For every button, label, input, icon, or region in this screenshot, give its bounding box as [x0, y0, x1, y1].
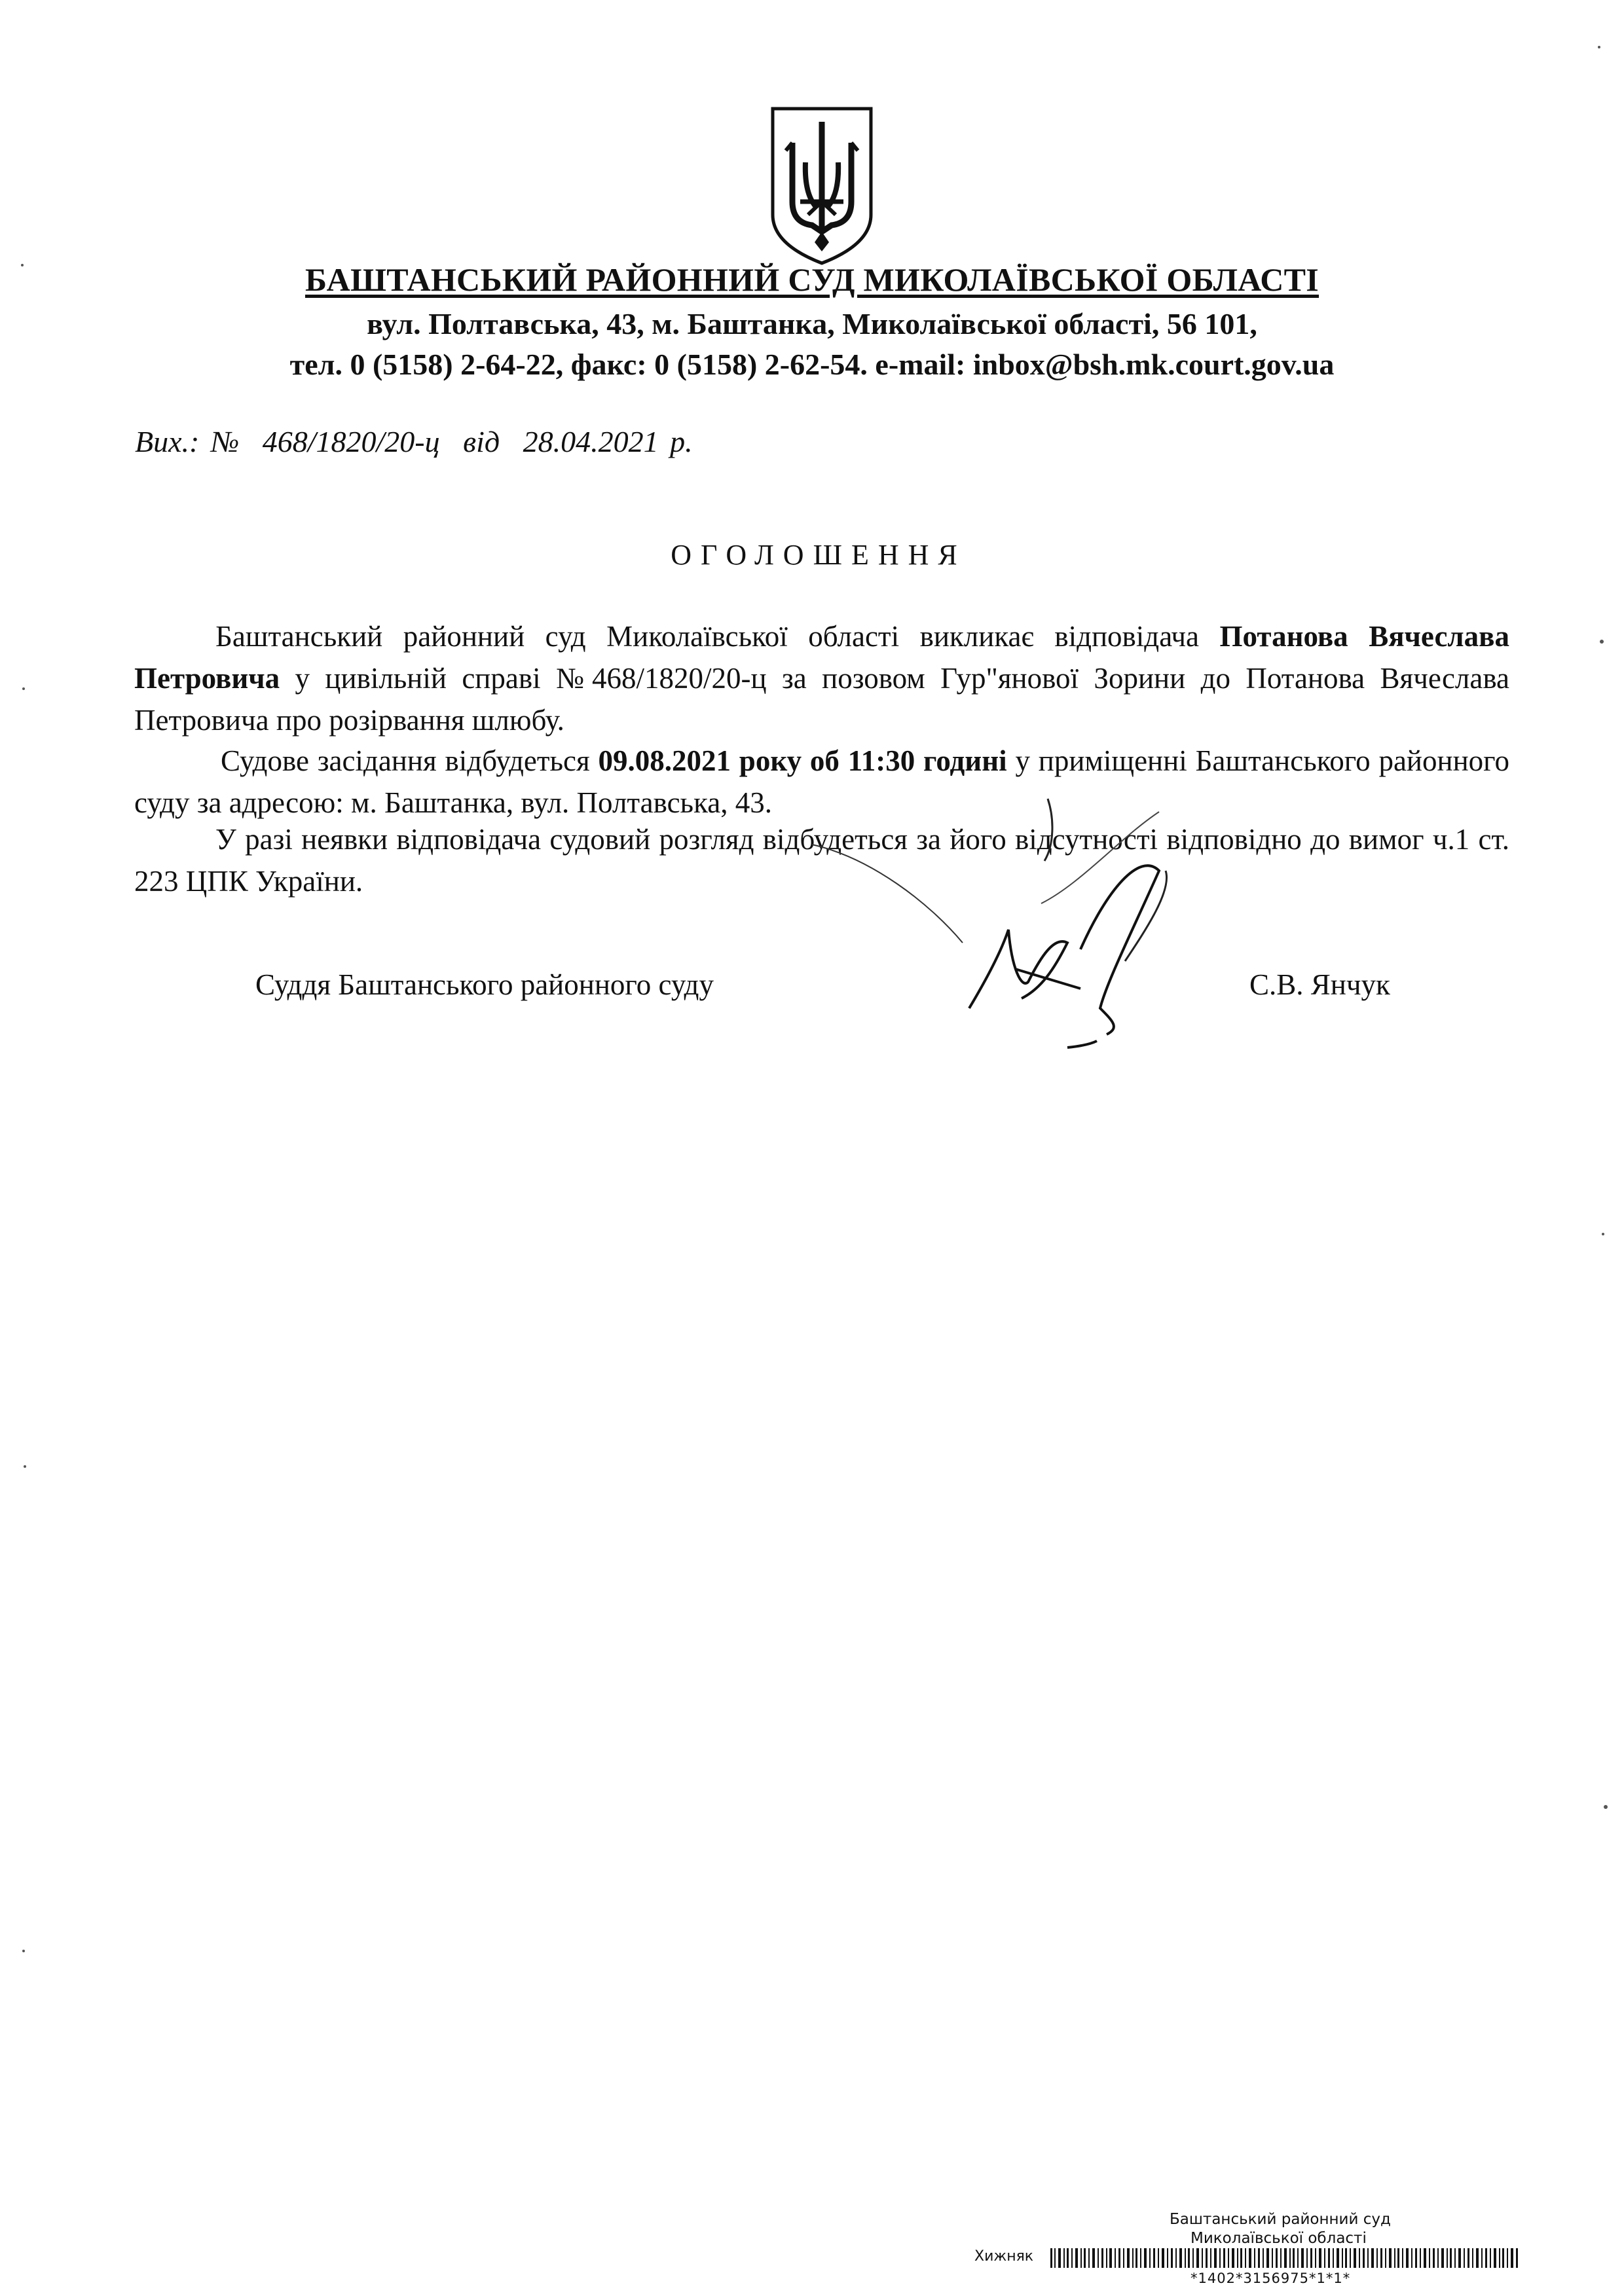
registry-stamp-region: Миколаївської області: [1190, 2230, 1367, 2247]
outgoing-prefix: Вих.: №: [135, 425, 240, 458]
registry-stamp-court: Баштанський районний суд: [1170, 2211, 1391, 2228]
court-name-heading: БАШТАНСЬКИЙ РАЙОННИЙ СУД МИКОЛАЇВСЬКОЇ ОБЛАСТІ: [304, 261, 1320, 298]
registry-code: *1402*3156975*1*1*: [1190, 2270, 1351, 2286]
court-address: вул. Полтавська, 43, м. Баштанка, Миколаївської області, 56 101,: [367, 307, 1257, 340]
registry-clerk-name: Хижняк: [974, 2248, 1034, 2265]
judge-position: Суддя Баштанського районного суду: [255, 968, 714, 1001]
defendant-name: Потанова Вячеслава Петровича: [134, 620, 1509, 695]
outgoing-date: 28.04.2021 р.: [523, 425, 693, 458]
summons-text-end: у цивільній справі №468/1820/20-ц за позовом Гур"янової Зорини до Потанова Вячеслава Петровича про розірвання шлюбу.: [134, 662, 1509, 737]
barcode-icon: [1050, 2248, 1519, 2268]
hearing-text-end: у приміщенні Баштанського районного суду за адресою: м. Баштанка, вул. Полтавська, 43.: [134, 744, 1510, 819]
judge-name: С.В. Янчук: [1249, 968, 1390, 1001]
outgoing-number: 468/1820/20-ц: [262, 425, 440, 458]
handwritten-signature: [714, 773, 1238, 1061]
hearing-datetime: 09.08.2021 року об 11:30 годині: [598, 744, 1007, 777]
ukraine-coat-of-arms-icon: [766, 103, 877, 267]
outgoing-from-word: від: [463, 425, 500, 458]
notice-paragraph-summons: [134, 615, 1509, 741]
summons-text-start: Баштанський районний суд Миколаївської області викликає відповідача: [215, 620, 1220, 653]
outgoing-reference: [135, 424, 705, 459]
hearing-text-start: Судове засідання відбудеться: [221, 744, 599, 777]
notice-title: ОГОЛОШЕННЯ: [671, 539, 967, 571]
court-contacts: тел. 0 (5158) 2-64-22, факс: 0 (5158) 2-62-54. e-mail: inbox@bsh.mk.court.gov.ua: [289, 348, 1335, 381]
notice-paragraph-absence: У разі неявки відповідача судовий розгляд відбудеться за його відсутності відповідно до вимог ч.1 ст. 223 ЦПК України.: [134, 823, 1509, 898]
